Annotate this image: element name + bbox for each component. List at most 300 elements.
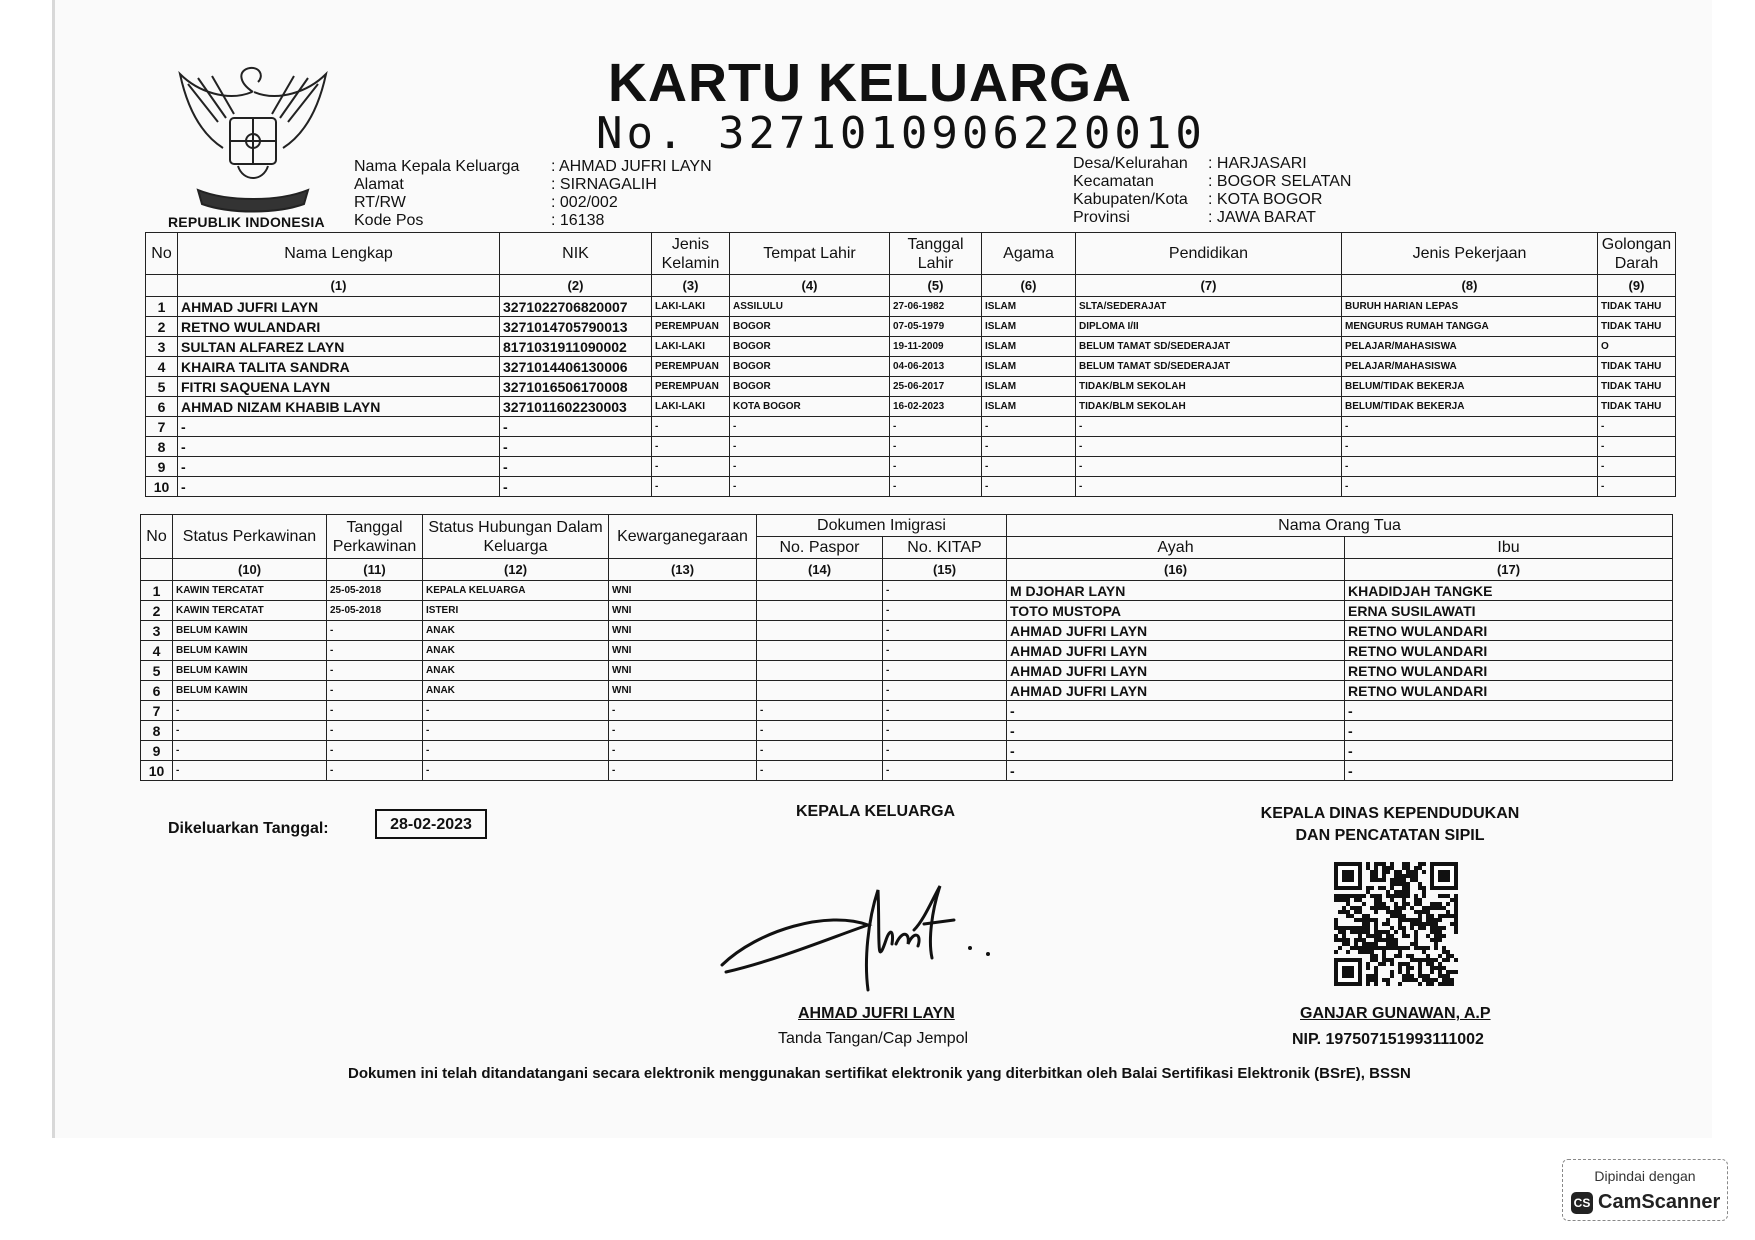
column-index: (5) xyxy=(890,275,982,297)
info-row xyxy=(354,212,712,230)
table-cell: - xyxy=(1076,437,1342,457)
table-cell: BOGOR xyxy=(730,317,890,337)
column-index-row xyxy=(141,559,1673,581)
table-cell: BELUM KAWIN xyxy=(173,641,327,661)
table-cell: O xyxy=(1598,337,1676,357)
table-cell: - xyxy=(1345,741,1673,761)
table-row xyxy=(146,437,1676,457)
table-cell: - xyxy=(423,741,609,761)
table-cell: - xyxy=(883,741,1007,761)
table-cell: KEPALA KELUARGA xyxy=(423,581,609,601)
table-cell: - xyxy=(890,457,982,477)
table-row xyxy=(141,741,1673,761)
table-cell: - xyxy=(1598,477,1676,497)
info-value: : AHMAD JUFRI LAYN xyxy=(551,158,712,175)
table-row xyxy=(146,377,1676,397)
table-row xyxy=(146,397,1676,417)
table-cell: - xyxy=(178,477,500,497)
row-number: 8 xyxy=(146,437,178,457)
table-cell: - xyxy=(500,437,652,457)
household-info-right xyxy=(1073,155,1351,227)
table-cell: KHADIDJAH TANGKE xyxy=(1345,581,1673,601)
column-header: No xyxy=(146,233,178,275)
table-cell: - xyxy=(982,477,1076,497)
table-cell: ISLAM xyxy=(982,337,1076,357)
table-cell: BELUM KAWIN xyxy=(173,681,327,701)
document-number: No. 3271010906220010 xyxy=(596,108,1206,159)
table-cell: ANAK xyxy=(423,621,609,641)
table-row xyxy=(146,457,1676,477)
issued-date-value: 28-02-2023 xyxy=(375,809,487,839)
table-cell: LAKI-LAKI xyxy=(652,397,730,417)
table-cell: - xyxy=(1007,741,1345,761)
table-cell: - xyxy=(1598,437,1676,457)
official-nip: NIP. 197507151993111002 xyxy=(1292,1031,1484,1048)
column-header: No xyxy=(141,515,173,559)
signature-icon xyxy=(718,880,1008,1000)
table-row xyxy=(146,357,1676,377)
table-cell: - xyxy=(757,761,883,781)
table-cell: - xyxy=(883,681,1007,701)
column-header: Status Hubungan Dalam Keluarga xyxy=(423,515,609,559)
table-cell: - xyxy=(173,701,327,721)
table-cell: 04-06-2013 xyxy=(890,357,982,377)
table-cell: - xyxy=(327,621,423,641)
table-cell: 3271016506170008 xyxy=(500,377,652,397)
row-number: 9 xyxy=(146,457,178,477)
column-index: (11) xyxy=(327,559,423,581)
table-cell: - xyxy=(500,477,652,497)
table-cell: KAWIN TERCATAT xyxy=(173,581,327,601)
table-cell: - xyxy=(423,761,609,781)
row-number: 7 xyxy=(141,701,173,721)
table-cell: - xyxy=(652,437,730,457)
table-row xyxy=(141,641,1673,661)
info-label: Nama Kepala Keluarga xyxy=(354,158,520,175)
column-index: (12) xyxy=(423,559,609,581)
table-cell: RETNO WULANDARI xyxy=(1345,641,1673,661)
table-cell: AHMAD NIZAM KHABIB LAYN xyxy=(178,397,500,417)
table-cell: RETNO WULANDARI xyxy=(1345,681,1673,701)
table-cell: RETNO WULANDARI xyxy=(178,317,500,337)
table-cell: PEREMPUAN xyxy=(652,317,730,337)
info-row xyxy=(354,176,712,194)
table-cell: - xyxy=(757,721,883,741)
column-header: Nama Orang Tua xyxy=(1007,515,1673,537)
row-number: 1 xyxy=(141,581,173,601)
info-value: : KOTA BOGOR xyxy=(1208,191,1323,208)
row-number: 2 xyxy=(141,601,173,621)
column-header: NIK xyxy=(500,233,652,275)
table-cell: - xyxy=(883,601,1007,621)
table-cell: 3271014406130006 xyxy=(500,357,652,377)
table-row xyxy=(141,721,1673,741)
table-cell: 07-05-1979 xyxy=(890,317,982,337)
column-index: (1) xyxy=(178,275,500,297)
document-title: KARTU KELUARGA xyxy=(608,53,1132,113)
table-cell: - xyxy=(883,621,1007,641)
family-status-table xyxy=(140,514,1673,781)
table-cell: MENGURUS RUMAH TANGGA xyxy=(1342,317,1598,337)
table-cell: - xyxy=(757,701,883,721)
column-index: (13) xyxy=(609,559,757,581)
table-cell: PEREMPUAN xyxy=(652,377,730,397)
column-index: (6) xyxy=(982,275,1076,297)
table-cell: - xyxy=(982,437,1076,457)
table-cell: ISLAM xyxy=(982,397,1076,417)
table-cell: TIDAK TAHU xyxy=(1598,317,1676,337)
column-index: (10) xyxy=(173,559,327,581)
info-label: Alamat xyxy=(354,176,404,193)
table-row xyxy=(141,701,1673,721)
issued-date-label: Dikeluarkan Tanggal: xyxy=(168,820,329,837)
table-cell: - xyxy=(1076,417,1342,437)
table-cell: - xyxy=(327,641,423,661)
column-index: (15) xyxy=(883,559,1007,581)
household-info-left xyxy=(354,158,712,230)
column-header: Golongan Darah xyxy=(1598,233,1676,275)
column-index: (7) xyxy=(1076,275,1342,297)
table-cell: 16-02-2023 xyxy=(890,397,982,417)
row-number: 2 xyxy=(146,317,178,337)
table-cell: 25-06-2017 xyxy=(890,377,982,397)
column-index xyxy=(141,559,173,581)
table-cell: - xyxy=(1345,761,1673,781)
camscanner-logo-icon: CS xyxy=(1571,1192,1593,1214)
table-cell xyxy=(757,581,883,601)
table-cell: - xyxy=(327,741,423,761)
table-cell: WNI xyxy=(609,601,757,621)
table-cell: - xyxy=(1342,457,1598,477)
table-row xyxy=(146,477,1676,497)
table-cell: ASSILULU xyxy=(730,297,890,317)
info-label: Kecamatan xyxy=(1073,173,1154,190)
table-row xyxy=(146,417,1676,437)
table-header-row xyxy=(146,233,1676,275)
table-cell: - xyxy=(982,417,1076,437)
table-cell: BOGOR xyxy=(730,377,890,397)
table-cell: - xyxy=(1007,721,1345,741)
row-number: 3 xyxy=(141,621,173,641)
row-number: 9 xyxy=(141,741,173,761)
table-cell: ISLAM xyxy=(982,377,1076,397)
table-cell: BELUM TAMAT SD/SEDERAJAT xyxy=(1076,337,1342,357)
table-cell: - xyxy=(1598,457,1676,477)
table-row xyxy=(141,601,1673,621)
table-cell: 19-11-2009 xyxy=(890,337,982,357)
row-number: 5 xyxy=(141,661,173,681)
column-index: (4) xyxy=(730,275,890,297)
table-cell xyxy=(757,641,883,661)
table-cell: 25-05-2018 xyxy=(327,581,423,601)
table-cell: - xyxy=(1342,437,1598,457)
table-cell: BELUM/TIDAK BEKERJA xyxy=(1342,397,1598,417)
table-cell: TIDAK TAHU xyxy=(1598,297,1676,317)
row-number: 8 xyxy=(141,721,173,741)
table-cell: - xyxy=(327,681,423,701)
column-header: Dokumen Imigrasi xyxy=(757,515,1007,537)
table-cell: FITRI SAQUENA LAYN xyxy=(178,377,500,397)
table-cell: PELAJAR/MAHASISWA xyxy=(1342,337,1598,357)
table-cell: ERNA SUSILAWATI xyxy=(1345,601,1673,621)
column-index xyxy=(146,275,178,297)
table-cell: ISLAM xyxy=(982,357,1076,377)
table-cell: SULTAN ALFAREZ LAYN xyxy=(178,337,500,357)
column-header: Ibu xyxy=(1345,537,1673,559)
table-cell: WNI xyxy=(609,641,757,661)
table-cell: - xyxy=(1076,457,1342,477)
table-cell: - xyxy=(1345,701,1673,721)
column-header: Ayah xyxy=(1007,537,1345,559)
column-header: Kewarganegaraan xyxy=(609,515,757,559)
table-cell: WNI xyxy=(609,621,757,641)
table-cell: - xyxy=(1342,417,1598,437)
table-cell: WNI xyxy=(609,581,757,601)
table-cell: - xyxy=(609,741,757,761)
info-row xyxy=(1073,191,1351,209)
emblem-caption: REPUBLIK INDONESIA xyxy=(168,214,325,230)
watermark-text: Dipindai dengan xyxy=(1594,1168,1696,1184)
column-index: (14) xyxy=(757,559,883,581)
table-cell: - xyxy=(890,477,982,497)
agency-title xyxy=(1240,803,1540,847)
row-number: 3 xyxy=(146,337,178,357)
table-cell xyxy=(757,661,883,681)
table-cell: - xyxy=(652,417,730,437)
head-of-family-name: AHMAD JUFRI LAYN xyxy=(798,1005,955,1022)
table-cell: PELAJAR/MAHASISWA xyxy=(1342,357,1598,377)
table-cell: 8171031911090002 xyxy=(500,337,652,357)
camscanner-watermark xyxy=(1562,1159,1728,1221)
column-header: Agama xyxy=(982,233,1076,275)
table-cell: - xyxy=(652,477,730,497)
table-cell: 3271022706820007 xyxy=(500,297,652,317)
table-cell: AHMAD JUFRI LAYN xyxy=(1007,661,1345,681)
info-label: Kabupaten/Kota xyxy=(1073,191,1188,208)
row-number: 7 xyxy=(146,417,178,437)
table-cell: - xyxy=(883,721,1007,741)
table-cell: - xyxy=(327,701,423,721)
table-cell: - xyxy=(423,701,609,721)
table-cell: ANAK xyxy=(423,641,609,661)
table-cell: BELUM/TIDAK BEKERJA xyxy=(1342,377,1598,397)
table-cell: KOTA BOGOR xyxy=(730,397,890,417)
table-cell: AHMAD JUFRI LAYN xyxy=(178,297,500,317)
official-name: GANJAR GUNAWAN, A.P xyxy=(1300,1005,1491,1022)
table-cell: BELUM TAMAT SD/SEDERAJAT xyxy=(1076,357,1342,377)
family-members-table xyxy=(145,232,1676,497)
table-row xyxy=(141,661,1673,681)
info-row xyxy=(354,158,712,176)
table-cell: LAKI-LAKI xyxy=(652,337,730,357)
table-cell: 3271011602230003 xyxy=(500,397,652,417)
table-row xyxy=(146,337,1676,357)
column-header: Tanggal Lahir xyxy=(890,233,982,275)
row-number: 1 xyxy=(146,297,178,317)
table-cell: ANAK xyxy=(423,681,609,701)
table-cell: - xyxy=(178,457,500,477)
table-cell: - xyxy=(178,437,500,457)
table-cell: BELUM KAWIN xyxy=(173,661,327,681)
table-cell: - xyxy=(173,721,327,741)
table-row xyxy=(146,317,1676,337)
table-cell: BURUH HARIAN LEPAS xyxy=(1342,297,1598,317)
info-label: Kode Pos xyxy=(354,212,424,229)
table-cell: - xyxy=(178,417,500,437)
info-value: : 002/002 xyxy=(551,194,618,211)
table-cell: - xyxy=(730,437,890,457)
table-cell: - xyxy=(982,457,1076,477)
table-cell: - xyxy=(883,761,1007,781)
info-label: RT/RW xyxy=(354,194,406,211)
row-number: 10 xyxy=(146,477,178,497)
info-row xyxy=(1073,209,1351,227)
signature-caption: Tanda Tangan/Cap Jempol xyxy=(778,1030,969,1047)
info-row xyxy=(354,194,712,212)
info-row xyxy=(1073,173,1351,191)
table-cell: M DJOHAR LAYN xyxy=(1007,581,1345,601)
table-cell: DIPLOMA I/II xyxy=(1076,317,1342,337)
electronic-signature-disclaimer: Dokumen ini telah ditandatangani secara elektronik menggunakan sertifikat elektronik yang diterbitkan oleh Balai Sertifikasi Elektronik (BSrE), BSSN xyxy=(348,1065,1411,1082)
table-cell: - xyxy=(1007,761,1345,781)
column-index-row xyxy=(146,275,1676,297)
info-value: : 16138 xyxy=(551,212,605,229)
table-cell: - xyxy=(730,417,890,437)
table-cell: - xyxy=(423,721,609,741)
column-header: Pendidikan xyxy=(1076,233,1342,275)
table-cell: - xyxy=(327,761,423,781)
table-cell: - xyxy=(327,721,423,741)
column-index: (2) xyxy=(500,275,652,297)
table-cell: 25-05-2018 xyxy=(327,601,423,621)
family-status-body xyxy=(141,581,1673,781)
table-cell: - xyxy=(890,417,982,437)
table-cell xyxy=(757,621,883,641)
row-number: 6 xyxy=(141,681,173,701)
watermark-brand: CamScanner xyxy=(1598,1191,1721,1213)
table-cell: TIDAK TAHU xyxy=(1598,377,1676,397)
table-cell: TOTO MUSTOPA xyxy=(1007,601,1345,621)
table-cell xyxy=(757,681,883,701)
table-cell: - xyxy=(730,457,890,477)
table-row xyxy=(141,681,1673,701)
table-cell: LAKI-LAKI xyxy=(652,297,730,317)
column-index: (8) xyxy=(1342,275,1598,297)
table-cell: BOGOR xyxy=(730,337,890,357)
table-cell: - xyxy=(609,761,757,781)
table-cell: - xyxy=(173,761,327,781)
table-cell: - xyxy=(327,661,423,681)
table-row xyxy=(141,761,1673,781)
column-header: Nama Lengkap xyxy=(178,233,500,275)
garuda-emblem-icon xyxy=(168,62,338,224)
table-cell: - xyxy=(883,641,1007,661)
table-cell: - xyxy=(500,457,652,477)
column-header: Jenis Pekerjaan xyxy=(1342,233,1598,275)
table-cell: KHAIRA TALITA SANDRA xyxy=(178,357,500,377)
table-cell: BELUM KAWIN xyxy=(173,621,327,641)
column-index: (16) xyxy=(1007,559,1345,581)
table-cell: - xyxy=(609,701,757,721)
row-number: 6 xyxy=(146,397,178,417)
table-cell: ISTERI xyxy=(423,601,609,621)
table-cell: - xyxy=(500,417,652,437)
column-header: No. Paspor xyxy=(757,537,883,559)
info-value: : JAWA BARAT xyxy=(1208,209,1316,226)
column-header: Status Perkawinan xyxy=(173,515,327,559)
table-cell: 3271014705790013 xyxy=(500,317,652,337)
table-cell: - xyxy=(730,477,890,497)
info-value: : SIRNAGALIH xyxy=(551,176,657,193)
row-number: 4 xyxy=(141,641,173,661)
table-cell: TIDAK TAHU xyxy=(1598,397,1676,417)
agency-title-line: KEPALA DINAS KEPENDUDUKAN xyxy=(1260,805,1520,822)
table-cell: - xyxy=(1598,417,1676,437)
family-members-body xyxy=(146,297,1676,497)
table-cell: KAWIN TERCATAT xyxy=(173,601,327,621)
table-cell: WNI xyxy=(609,661,757,681)
table-cell: AHMAD JUFRI LAYN xyxy=(1007,681,1345,701)
table-cell: ANAK xyxy=(423,661,609,681)
table-cell: ISLAM xyxy=(982,297,1076,317)
table-header-row xyxy=(141,515,1673,537)
info-label: Provinsi xyxy=(1073,209,1130,226)
column-header: Tanggal Perkawinan xyxy=(327,515,423,559)
table-row xyxy=(146,297,1676,317)
column-index: (17) xyxy=(1345,559,1673,581)
table-cell: ISLAM xyxy=(982,317,1076,337)
table-cell: AHMAD JUFRI LAYN xyxy=(1007,621,1345,641)
table-cell: PEREMPUAN xyxy=(652,357,730,377)
table-cell: - xyxy=(757,741,883,761)
column-index: (3) xyxy=(652,275,730,297)
table-cell: TIDAK TAHU xyxy=(1598,357,1676,377)
table-cell: - xyxy=(883,581,1007,601)
table-cell: WNI xyxy=(609,681,757,701)
table-cell: TIDAK/BLM SEKOLAH xyxy=(1076,397,1342,417)
table-cell: RETNO WULANDARI xyxy=(1345,661,1673,681)
table-cell: - xyxy=(652,457,730,477)
column-header: No. KITAP xyxy=(883,537,1007,559)
table-row xyxy=(141,621,1673,641)
table-cell: RETNO WULANDARI xyxy=(1345,621,1673,641)
info-row xyxy=(1073,155,1351,173)
table-cell: SLTA/SEDERAJAT xyxy=(1076,297,1342,317)
info-value: : HARJASARI xyxy=(1208,155,1307,172)
info-label: Desa/Kelurahan xyxy=(1073,155,1188,172)
qr-code-icon xyxy=(1334,862,1458,986)
row-number: 4 xyxy=(146,357,178,377)
column-header: Jenis Kelamin xyxy=(652,233,730,275)
table-cell: - xyxy=(883,661,1007,681)
table-row xyxy=(141,581,1673,601)
table-cell: - xyxy=(173,741,327,761)
table-cell: - xyxy=(609,721,757,741)
row-number: 10 xyxy=(141,761,173,781)
column-index: (9) xyxy=(1598,275,1676,297)
table-cell: - xyxy=(883,701,1007,721)
table-cell: - xyxy=(890,437,982,457)
table-cell: - xyxy=(1076,477,1342,497)
table-cell xyxy=(757,601,883,621)
table-cell: 27-06-1982 xyxy=(890,297,982,317)
info-value: : BOGOR SELATAN xyxy=(1208,173,1352,190)
table-cell: - xyxy=(1342,477,1598,497)
agency-title-line: DAN PENCATATAN SIPIL xyxy=(1295,827,1485,844)
table-cell: - xyxy=(1345,721,1673,741)
table-cell: - xyxy=(1007,701,1345,721)
table-cell: AHMAD JUFRI LAYN xyxy=(1007,641,1345,661)
